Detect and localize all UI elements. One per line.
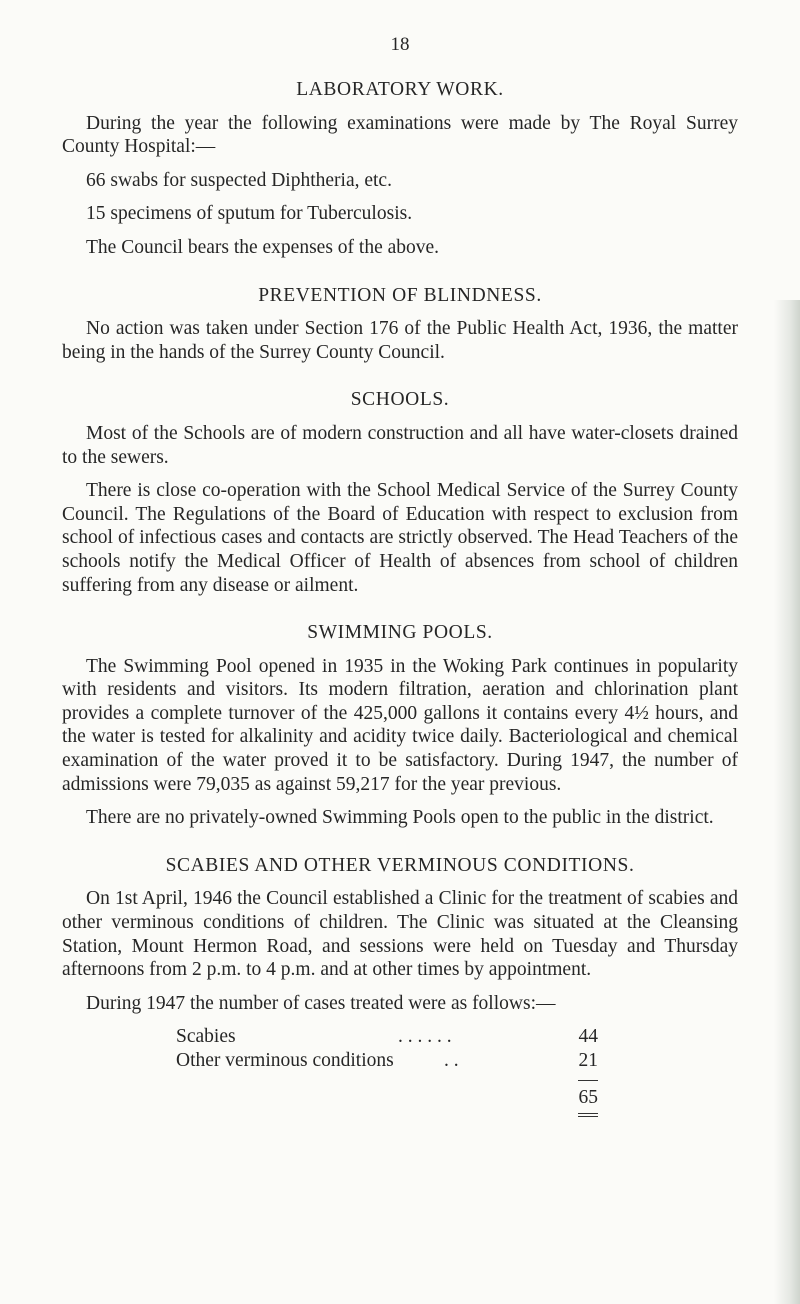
case-count: 44 xyxy=(578,1026,598,1048)
blindness-text: No action was taken under Section 176 of the Public Health Act, 1936, the matter being in the hands of the Surrey County Council. xyxy=(62,318,738,363)
heading-laboratory: LABORATORY WORK. xyxy=(296,79,504,100)
leader-dots: . . . . . . xyxy=(398,1026,452,1048)
page-content xyxy=(62,78,738,1117)
case-label: Scabies xyxy=(176,1026,236,1048)
scabies-paragraph: On 1st April, 1946 the Council established a Clinic for the treatment of scabies and other verminous conditions of children. The Clinic was situated at the Cleansing Station, Mount Hermon Road, and sessions were held on Tuesday and Thursday afternoons from 2 p.m. to 4 p.m. and at other times by appointment. xyxy=(62,888,738,981)
schools-paragraph: Most of the Schools are of modern construction and all have water-closets drained to the sewers. xyxy=(62,422,738,468)
section-swimming xyxy=(62,621,738,830)
sum-rule xyxy=(578,1080,598,1081)
heading-schools: SCHOOLS. xyxy=(350,389,450,411)
heading-blindness: PREVENTION OF BLINDNESS. xyxy=(258,284,542,306)
section-scabies xyxy=(62,854,738,1117)
cases-table xyxy=(176,1025,598,1117)
swimming-paragraph: The Swimming Pool opened in 1935 in the Woking Park continues in popularity with residents and visitors. Its modern filtration, aeration and chlorination plant provides a complete turnover of the 425,000 gallons it contains every 4½ hours, and the water is tested for alkalinity and acidity twice daily. Bacteriological and chemical examination of the water proved it to be satisfactory. During 1947, the number of admissions were 79,035 as against 59,217 for the year previous. xyxy=(62,655,738,795)
table-total-row xyxy=(176,1073,598,1118)
case-total: 65 xyxy=(578,1086,598,1108)
laboratory-item: The Council bears the expenses of the above. xyxy=(86,236,440,258)
schools-paragraph: There is close co-operation with the School Medical Service of the Surrey County Council. The Regulations of the Board of Education with respect to exclusion from school of infectious cases and contacts are strictly observed. The Head Teachers of the schools notify the Medical Officer of Health of absences from school of children suffering from any disease or ailment. xyxy=(62,480,738,596)
double-rule xyxy=(578,1113,598,1117)
section-schools xyxy=(62,388,738,597)
laboratory-intro: During the year the following examinations were made by The Royal Surrey County Hospital:— xyxy=(62,112,738,158)
section-laboratory xyxy=(62,78,738,260)
laboratory-item: 66 swabs for suspected Diphtheria, etc. xyxy=(86,169,392,191)
scabies-paragraph: During 1947 the number of cases treated were as follows:— xyxy=(86,992,556,1014)
case-label: Other verminous conditions xyxy=(176,1050,394,1071)
heading-swimming: SWIMMING POOLS. xyxy=(307,622,493,644)
section-blindness xyxy=(62,284,738,365)
table-row xyxy=(176,1049,598,1073)
case-count: 21 xyxy=(578,1050,598,1071)
laboratory-item: 15 specimens of sputum for Tuberculosis. xyxy=(86,203,413,225)
page-number: 18 xyxy=(390,34,410,55)
heading-scabies: SCABIES AND OTHER VERMINOUS CONDITIONS. xyxy=(165,854,635,876)
leader-dots: . . xyxy=(444,1050,459,1071)
swimming-paragraph: There are no privately-owned Swimming Pools open to the public in the district. xyxy=(86,807,714,829)
table-row xyxy=(176,1025,598,1049)
page-edge-shadow xyxy=(774,300,800,1304)
